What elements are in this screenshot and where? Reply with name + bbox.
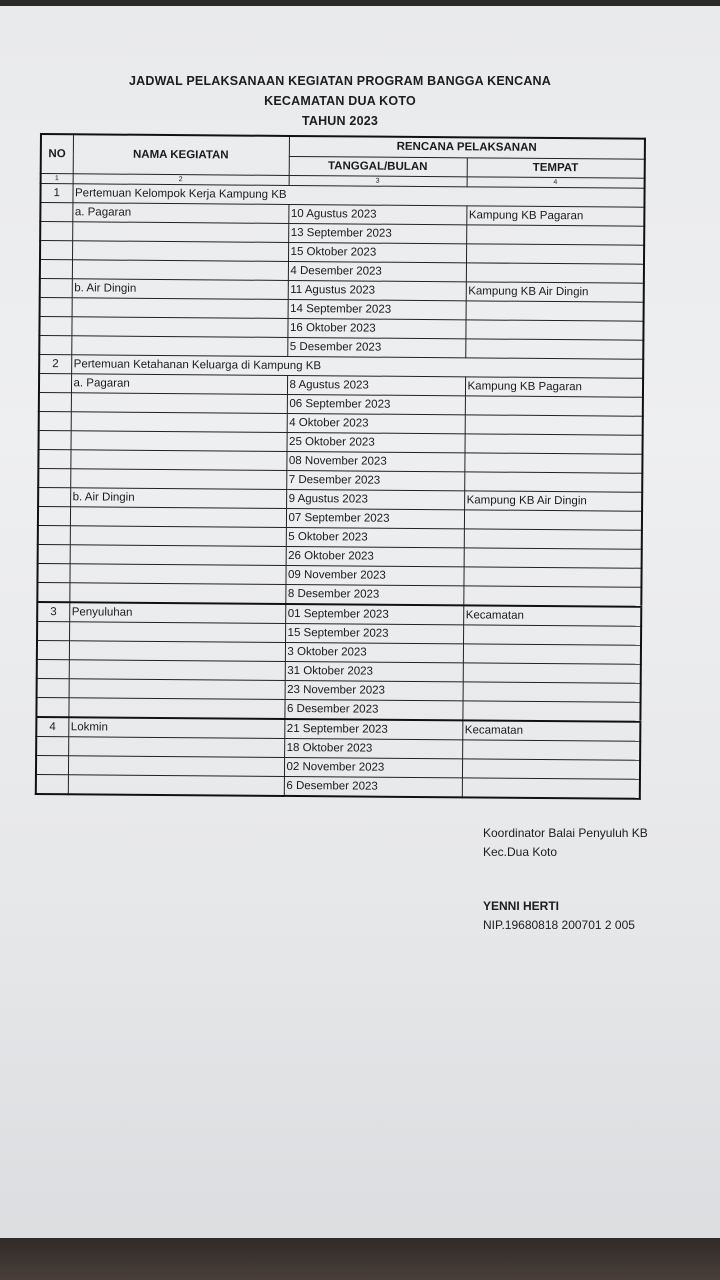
activity-place (464, 453, 642, 473)
activity-place: Kampung KB Pagaran (466, 206, 644, 226)
activity-date: 5 Oktober 2023 (286, 527, 464, 547)
activity-date: 25 Oktober 2023 (287, 432, 465, 452)
row-no (37, 659, 69, 678)
activity-name (71, 431, 287, 452)
activity-date: 9 Agustus 2023 (286, 489, 464, 509)
activity-place (463, 644, 641, 664)
activity-name (69, 660, 285, 681)
row-no (36, 736, 68, 755)
activity-place: Kecamatan (463, 605, 641, 626)
activity-place (463, 663, 641, 683)
row-no (37, 621, 69, 640)
row-no (39, 374, 71, 393)
activity-date: 13 September 2023 (288, 223, 466, 243)
activity-date: 26 Oktober 2023 (286, 546, 464, 566)
activity-place (465, 339, 643, 359)
activity-date: 31 Oktober 2023 (285, 661, 463, 681)
row-no (40, 279, 72, 298)
header-no: NO (41, 134, 73, 174)
row-no (38, 506, 70, 525)
activity-date: 06 September 2023 (287, 394, 465, 414)
row-no (36, 755, 68, 774)
activity-place (466, 225, 644, 245)
activity-date: 8 Desember 2023 (285, 584, 463, 605)
row-no (38, 525, 70, 544)
activity-name (71, 393, 287, 414)
activity-name (71, 317, 287, 338)
document-title: JADWAL PELAKSANAAN KEGIATAN PROGRAM BANGGA KENCANA (128, 74, 552, 88)
activity-place (466, 301, 644, 321)
row-no (40, 203, 72, 222)
row-no (36, 697, 68, 717)
row-no (37, 678, 69, 697)
activity-date: 01 September 2023 (285, 604, 463, 625)
activity-place (463, 586, 641, 607)
activity-name (72, 241, 288, 262)
activity-place (462, 759, 640, 779)
row-no: 2 (39, 355, 71, 374)
row-no (39, 392, 71, 411)
activity-place: Kampung KB Air Dingin (466, 282, 644, 302)
activity-name (68, 737, 284, 758)
activity-place (464, 510, 642, 530)
header-nama-kegiatan: NAMA KEGIATAN (73, 134, 289, 175)
row-no (40, 260, 72, 279)
activity-place (466, 244, 644, 264)
activity-place (463, 682, 641, 702)
activity-place (464, 529, 642, 549)
row-no (38, 544, 70, 563)
activity-place (464, 548, 642, 568)
activity-date: 07 September 2023 (286, 508, 464, 528)
row-no (40, 222, 72, 241)
activity-date: 14 September 2023 (288, 299, 466, 319)
row-no (37, 563, 69, 582)
row-no (36, 774, 68, 794)
activity-place: Kecamatan (462, 720, 640, 741)
activity-name: Pertemuan Ketahanan Keluarga di Kampung KB (71, 355, 643, 378)
column-index: 3 (289, 175, 467, 186)
activity-name (70, 545, 286, 566)
activity-place (465, 320, 643, 340)
signature-office: Kec.Dua Koto (483, 845, 558, 859)
activity-date: 21 September 2023 (284, 719, 462, 740)
header-tempat: TEMPAT (467, 157, 645, 178)
row-no (40, 241, 72, 260)
activity-name (70, 469, 286, 490)
activity-date: 7 Desember 2023 (286, 470, 464, 490)
activity-date: 10 Agustus 2023 (288, 204, 466, 224)
activity-date: 15 Oktober 2023 (288, 242, 466, 262)
activity-place (463, 567, 641, 587)
activity-date: 09 November 2023 (285, 565, 463, 585)
activity-name (69, 641, 285, 662)
photo-border-bottom (0, 1238, 720, 1280)
row-no (39, 317, 71, 336)
activity-name (69, 679, 285, 700)
activity-date: 6 Desember 2023 (284, 776, 462, 797)
activity-date: 18 Oktober 2023 (284, 738, 462, 758)
signature-name: YENNI HERTI (483, 899, 560, 913)
activity-date: 5 Desember 2023 (287, 337, 465, 357)
activity-name (72, 260, 288, 281)
activity-name (70, 507, 286, 528)
row-no (39, 336, 71, 355)
activity-name (69, 622, 285, 643)
row-no (38, 449, 70, 468)
activity-name: b. Air Dingin (72, 279, 288, 300)
activity-name (70, 526, 286, 547)
activity-place (462, 701, 640, 722)
column-index: 4 (467, 177, 645, 188)
schedule-table (35, 133, 646, 800)
row-no (40, 298, 72, 317)
activity-date: 02 November 2023 (284, 757, 462, 777)
activity-date: 4 Oktober 2023 (287, 413, 465, 433)
row-no (39, 430, 71, 449)
activity-name (71, 336, 287, 357)
activity-place (462, 740, 640, 760)
activity-date: 3 Oktober 2023 (285, 642, 463, 662)
activity-date: 4 Desember 2023 (288, 261, 466, 281)
activity-name: a. Pagaran (72, 203, 288, 224)
activity-name (70, 450, 286, 471)
activity-name: b. Air Dingin (70, 488, 286, 509)
activity-date: 6 Desember 2023 (284, 699, 462, 720)
column-index: 1 (41, 174, 73, 184)
document-paper (0, 6, 720, 1238)
activity-date: 8 Agustus 2023 (287, 375, 465, 395)
row-no (38, 487, 70, 506)
activity-name: Lokmin (68, 717, 284, 738)
row-no: 1 (40, 184, 72, 203)
row-no (39, 411, 71, 430)
activity-name: Penyuluhan (69, 602, 285, 623)
activity-name (69, 564, 285, 585)
activity-place (462, 778, 640, 799)
schedule-table-container (35, 133, 656, 824)
table-row (36, 774, 640, 798)
signature-nip: NIP.19680818 200701 2 005 (483, 918, 635, 932)
signature-role: Koordinator Balai Penyuluh KB (483, 826, 648, 840)
header-tanggal-bulan: TANGGAL/BULAN (289, 156, 467, 177)
activity-name: Pertemuan Kelompok Kerja Kampung KB (72, 184, 644, 207)
activity-place: Kampung KB Air Dingin (464, 491, 642, 511)
activity-place (465, 415, 643, 435)
activity-place (464, 472, 642, 492)
schedule-table-body (36, 184, 645, 799)
activity-date: 08 November 2023 (286, 451, 464, 471)
activity-name (68, 775, 284, 796)
document-subtitle-year: TAHUN 2023 (301, 114, 379, 128)
activity-date: 11 Agustus 2023 (288, 280, 466, 300)
document-subtitle-district: KECAMATAN DUA KOTO (264, 94, 416, 108)
column-index: 2 (73, 174, 289, 186)
header-rencana-pelaksanan: RENCANA PELAKSANAN (289, 136, 645, 159)
row-no: 4 (36, 717, 68, 737)
row-no (37, 582, 69, 602)
activity-name (72, 298, 288, 319)
row-no (37, 640, 69, 659)
activity-date: 23 November 2023 (285, 680, 463, 700)
activity-name (72, 222, 288, 243)
activity-name (71, 412, 287, 433)
activity-name (68, 756, 284, 777)
activity-place (465, 396, 643, 416)
row-no (38, 468, 70, 487)
header-row-1 (41, 134, 645, 159)
activity-place: Kampung KB Pagaran (465, 377, 643, 397)
activity-place (463, 625, 641, 645)
activity-place (465, 434, 643, 454)
activity-date: 15 September 2023 (285, 623, 463, 643)
activity-place (466, 263, 644, 283)
activity-name: a. Pagaran (71, 374, 287, 395)
row-no: 3 (37, 602, 69, 622)
activity-name (68, 698, 284, 719)
activity-name (69, 583, 285, 604)
activity-date: 16 Oktober 2023 (287, 318, 465, 338)
